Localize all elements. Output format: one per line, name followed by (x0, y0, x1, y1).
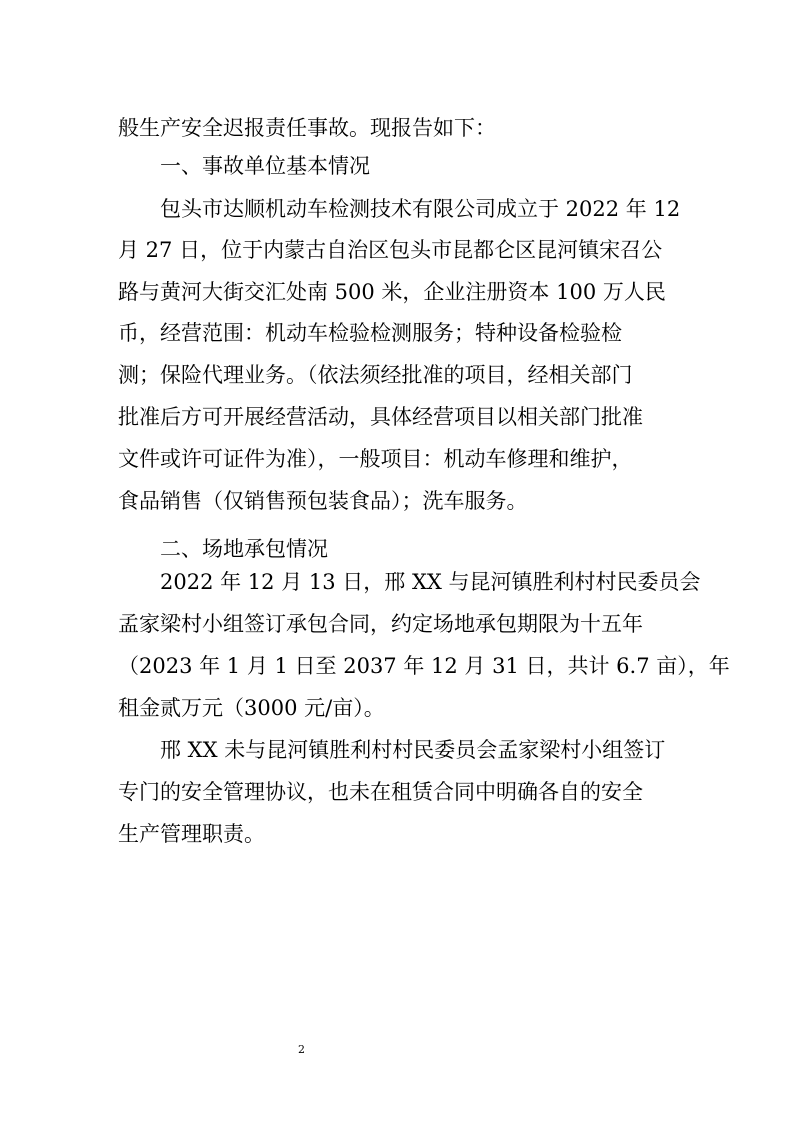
text-line: 币，经营范围：机动车检验检测服务；特种设备检验检 (118, 321, 622, 345)
text-line: 测；保险代理业务。（依法须经批准的项目，经相关部门 (118, 363, 633, 387)
section-heading: 二、场地承包情况 (160, 537, 328, 561)
text-line: 批准后方可开展经营活动，具体经营项目以相关部门批准 (118, 405, 643, 429)
text-line: 2022 年 12 月 13 日，邢 XX 与昆河镇胜利村村民委员会 (160, 570, 701, 594)
text-line: 路与黄河大街交汇处南 500 米，企业注册资本 100 万人民 (118, 280, 666, 304)
text-line: 生产管理职责。 (118, 822, 265, 846)
text-line: 文件或许可证件为准），一般项目：机动车修理和维护， (118, 447, 633, 471)
text-line: 般生产安全迟报责任事故。现报告如下： (118, 116, 496, 140)
text-line: 孟家梁村小组签订承包合同，约定场地承包期限为十五年 (118, 612, 643, 636)
page-number: 2 (298, 1043, 305, 1056)
text-line: 邢 XX 未与昆河镇胜利村村民委员会孟家梁村小组签订 (160, 738, 666, 762)
text-line: 包头市达顺机动车检测技术有限公司成立于 2022 年 12 (160, 197, 681, 221)
section-heading: 一、事故单位基本情况 (160, 154, 370, 178)
text-line: 食品销售（仅销售预包装食品）；洗车服务。 (118, 489, 528, 513)
text-line: 租金贰万元（3000 元/亩）。 (118, 696, 385, 720)
text-line: 月 27 日，位于内蒙古自治区包头市昆都仑区昆河镇宋召公 (118, 238, 663, 262)
text-line: 专门的安全管理协议，也未在租赁合同中明确各自的安全 (118, 780, 643, 804)
text-line: （2023 年 1 月 1 日至 2037 年 12 月 31 日，共计 6.7 亩），年 (118, 654, 730, 678)
